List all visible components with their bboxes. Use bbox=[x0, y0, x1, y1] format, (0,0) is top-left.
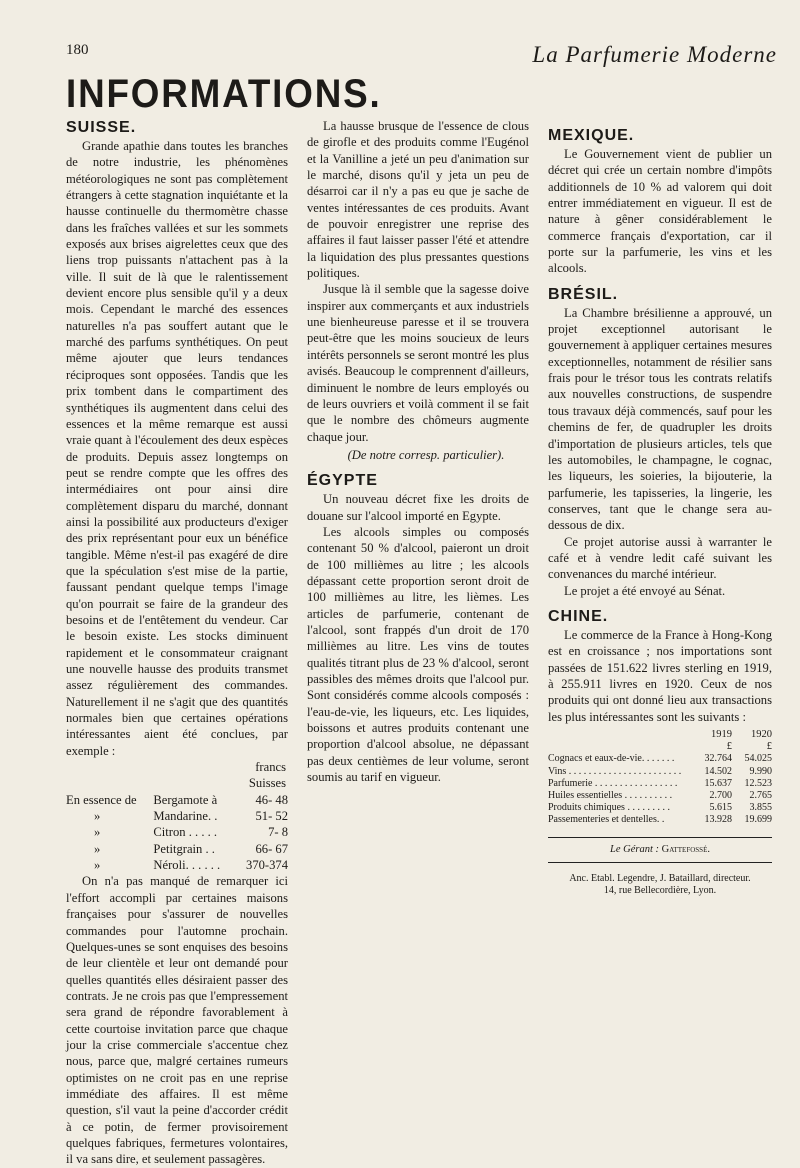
table-row bbox=[548, 778, 772, 790]
imprint-line: Anc. Etabl. Legendre, J. Bataillard, directeur. bbox=[569, 872, 751, 884]
value-1920: 19.699 bbox=[744, 814, 772, 826]
currency-symbol: £ bbox=[726, 741, 732, 753]
hong-kong-import-table bbox=[548, 729, 772, 827]
column-2 bbox=[307, 118, 529, 785]
price-value: 7- 8 bbox=[268, 825, 288, 840]
footer-divider-lower bbox=[548, 862, 772, 863]
paragraph: Jusque là il semble que la sagesse doive inspirer aux commerçants et aux industriels une bienheureuse paresse et il se trouvera peut-être que les moins soucieux de leurs intérêts personnels se seront montré les plus avisés. Beaucoup le comprennent d'ailleurs, diminuent le nombre de leurs employés ou de leurs ouvriers et voilà comment il se fait que le nombre des chômeurs augmente chaque jour. bbox=[307, 282, 529, 444]
section-heading-egypte: ÉGYPTE bbox=[307, 472, 378, 490]
page-title: INFORMATIONS. bbox=[66, 72, 382, 116]
table-row bbox=[66, 792, 288, 808]
gerant-name: Gattefossé. bbox=[661, 843, 710, 855]
paragraph: Grande apathie dans toutes les branches de notre industrie, les phénomènes météorologiques ne sont pas complètement étrangers à cette stagnation inquiétante et la hausse continuelle du thermomètre chasse dans les fraîches vallées et sur les sommets exposés aux brises aigrelettes ceux que des liens trop puissants n'attachent pas à la ville. Il suit de là que le ralentissement devient encore plus sensible qu'il y a deux mois. Cependant le marché des essences naturelles n'a pas souffert autant que le marché des parfums synthétiques. On peut même ajouter que leurs tendances réciproques sont opposées. Tandis que les prix tombent dans le compartiment des synthétiques ils augmentent dans celui des essences et la même remarque est aussi vraie quant à l'écoulement des deux espèces de produits. Depuis assez longtemps on peut se rendre compte que les offres des intermédiaires ont pour ainsi dire complètement disparu du marché, donnant ainsi la possibilité aux producteurs d'exiger des prix représentant pour eux un bénéfice tangible. Même n'est-il pas exagéré de dire que la spéculation s'est mise de la partie, faussant pendant quelque temps l'image qu'on pourrait se faire de la grandeur des besoins et de l'entêtement du vendeur. Car le besoin existe. Les stocks diminuent rapidement et le consommateur craignant une nouvelle hausse des produits transmet assez régulièrement des commandes. Naturellement il ne s'agit que des quantités normales bien que certaines opérations intéressantes aient été conclues, par exemple : bbox=[66, 139, 288, 758]
journal-masthead: La Parfumerie Moderne bbox=[532, 42, 777, 67]
value-1919: 14.502 bbox=[704, 765, 732, 777]
paragraph: Ce projet autorise aussi à warranter le café et à vendre ledit café suivant les convenances du marché intérieur. bbox=[548, 534, 772, 582]
value-1919: 5.615 bbox=[709, 802, 732, 814]
table-row bbox=[548, 753, 772, 765]
column-header-1920: 1920 bbox=[751, 729, 772, 740]
section-heading-suisse: SUISSE. bbox=[66, 119, 137, 136]
table-currency-row bbox=[548, 741, 772, 753]
value-1920: 2.765 bbox=[749, 790, 772, 802]
value-1920: 54.025 bbox=[744, 753, 772, 765]
price-unit-header bbox=[66, 759, 288, 792]
value-1919: 15.637 bbox=[704, 777, 732, 789]
essence-price-table bbox=[66, 792, 288, 874]
price-name: Néroli. . . . . . bbox=[153, 858, 221, 873]
price-prefix: » bbox=[94, 825, 101, 840]
price-value: 370-374 bbox=[246, 858, 288, 873]
gerant-label: Le Gérant : bbox=[610, 843, 660, 855]
value-1920: 9.990 bbox=[749, 765, 772, 777]
paragraph: Le Gouvernement vient de publier un décret qui crée un certain nombre d'impôts additionnels de 10 % ad valorem qui doit entrer immédiatement en vigueur. Il est de nature à gêner considérablement le commerce français d'exportation, car il porte sur la parfumerie, les vins et les alcools. bbox=[548, 147, 772, 276]
table-header-row bbox=[548, 729, 772, 741]
row-label: Parfumerie . . . . . . . . . . . . . . . . . bbox=[548, 777, 678, 789]
table-row bbox=[548, 802, 772, 814]
price-name: Citron . . . . . bbox=[153, 825, 218, 840]
price-prefix: » bbox=[94, 858, 101, 873]
row-label: Cognacs et eaux-de-vie. . . . . . . bbox=[548, 753, 675, 765]
price-unit-line: francs bbox=[255, 760, 286, 775]
gerant-line bbox=[548, 842, 772, 858]
imprint-line: 14, rue Bellecordière, Lyon. bbox=[603, 885, 717, 897]
row-label: Passementeries et dentelles. . bbox=[548, 814, 665, 826]
value-1919: 13.928 bbox=[704, 814, 732, 826]
table-row bbox=[548, 814, 772, 826]
price-prefix: En essence de bbox=[66, 792, 137, 807]
paragraph: On n'a pas manqué de remarquer ici l'effort accompli par certaines maisons françaises pour s'assurer de nouvelles commandes pour l'automne prochain. Quelques-unes se sont enquises des besoins de leur clientèle et leur ont demandé pour quelles quantités elles désiraient passer des contrats. Je ne crois pas que l'empressement sera grand de répondre favorablement à cette courtoise invitation parce que chaque jour la crise commerciale s'accentue chez nous, parce que, malgré certaines rumeurs optimistes on ne croit pas en une reprise immédiate des affaires. Il est même question, s'il vaut la peine d'accorder crédit à ce potin, de fermer provisoirement quelques fabriques, fermetures volontaires, il va sans dire, et seulement passagères. bbox=[66, 874, 288, 1167]
table-row bbox=[66, 841, 288, 857]
column-3 bbox=[548, 118, 772, 898]
table-row bbox=[66, 857, 288, 873]
column-1 bbox=[66, 118, 288, 1168]
row-label: Produits chimiques . . . . . . . . . bbox=[548, 802, 670, 814]
value-1919: 2.700 bbox=[709, 790, 732, 802]
table-row bbox=[548, 790, 772, 802]
price-name: Mandarine. . bbox=[153, 809, 218, 824]
paragraph: La hausse brusque de l'essence de clous de girofle et des produits comme l'Eugénol et la Vanilline a jeté un peu d'animation sur le marché, disons qu'il y jeta un peu de désarroi car il n'y a pas eu que je sache de ventes intéressantes de ces produits. Avant de pouvoir enregistrer une reprise des affaires il faut laisser passer l'été et attendre la liquidation des plus pressantes questions politiques. bbox=[307, 119, 529, 281]
signature-text: (De notre corresp. particulier). bbox=[347, 447, 505, 462]
printer-imprint bbox=[548, 873, 772, 898]
price-prefix: » bbox=[94, 841, 101, 856]
table-row bbox=[548, 766, 772, 778]
paragraph: Un nouveau décret fixe les droits de douane sur l'alcool importé en Egypte. bbox=[307, 492, 529, 523]
table-row bbox=[66, 824, 288, 840]
price-name: Bergamote à bbox=[153, 792, 218, 807]
paragraph: Le projet a été envoyé au Sénat. bbox=[564, 583, 726, 598]
price-value: 66- 67 bbox=[255, 841, 288, 856]
paragraph: Les alcools simples ou composés contenant 50 % d'alcool, paieront un droit de 100 millièmes au litre ; les alcools dépassant cette proportion seront droit de 100 millièmes au litre, les lièmes. Les articles de parfumerie, contenant de l'alcool, sont frappés d'un droit de 170 millièmes au litre. Les vins de toutes qualités titrant plus de 23 % d'alcool, seront passibles des mêmes droits que l'alcool pur. Sont considérés comme alcools composés : l'eau-de-vie, les liqueurs, etc. Les liquides, boissons et autres produits contenant une proportion d'alcool absolue, ne dépassant pas deux centièmes de leur volume, seront soumis au tarif en vigueur. bbox=[307, 524, 529, 785]
footer-divider bbox=[548, 837, 772, 838]
value-1920: 12.523 bbox=[744, 777, 772, 789]
paragraph: Le commerce de la France à Hong-Kong est en croissance ; nos importations sont passées de 151.622 livres sterling en 1919, à 255.911 livres en 1920. Ceux de nos produits qui ont donné lieu aux transactions les plus intéressantes sont les suivants : bbox=[548, 627, 772, 724]
price-name: Petitgrain . . bbox=[153, 841, 215, 856]
column-header-1919: 1919 bbox=[711, 729, 732, 740]
value-1919: 32.764 bbox=[704, 753, 732, 765]
currency-symbol: £ bbox=[766, 741, 772, 753]
paragraph: La Chambre brésilienne a approuvé, un projet exceptionnel autorisant le gouvernement à appliquer certaines mesures exceptionnelles, notamment de résilier sans frais pour le trésor tous les contrats relatifs aux nouvelles constructions, de suspendre tous travaux déjà commencés, sauf pour les chemins de fer, de quadrupler les droits d'importation de plusieurs articles, tels que les automobiles, le champagne, le cognac, les liqueurs, les soieries, la bijouterie, la parfumerie, les tapisseries, la lingerie, les conserves, tant que le change sera au-dessous de dix. bbox=[548, 305, 772, 533]
row-label: Vins . . . . . . . . . . . . . . . . . . . . . . . bbox=[548, 765, 682, 777]
correspondent-signature bbox=[307, 447, 529, 463]
price-unit-line: Suisses bbox=[248, 776, 286, 791]
value-1920: 3.855 bbox=[749, 802, 772, 814]
table-row bbox=[66, 808, 288, 824]
price-value: 46- 48 bbox=[255, 792, 288, 807]
page-number: 180 bbox=[66, 42, 89, 58]
section-heading-chine: CHINE. bbox=[548, 607, 609, 625]
section-heading-bresil: BRÉSIL. bbox=[548, 285, 619, 303]
price-value: 51- 52 bbox=[255, 809, 288, 824]
row-label: Huiles essentielles . . . . . . . . . . bbox=[548, 790, 673, 802]
price-prefix: » bbox=[94, 809, 101, 824]
section-heading-mexique: MEXIQUE. bbox=[548, 127, 635, 144]
